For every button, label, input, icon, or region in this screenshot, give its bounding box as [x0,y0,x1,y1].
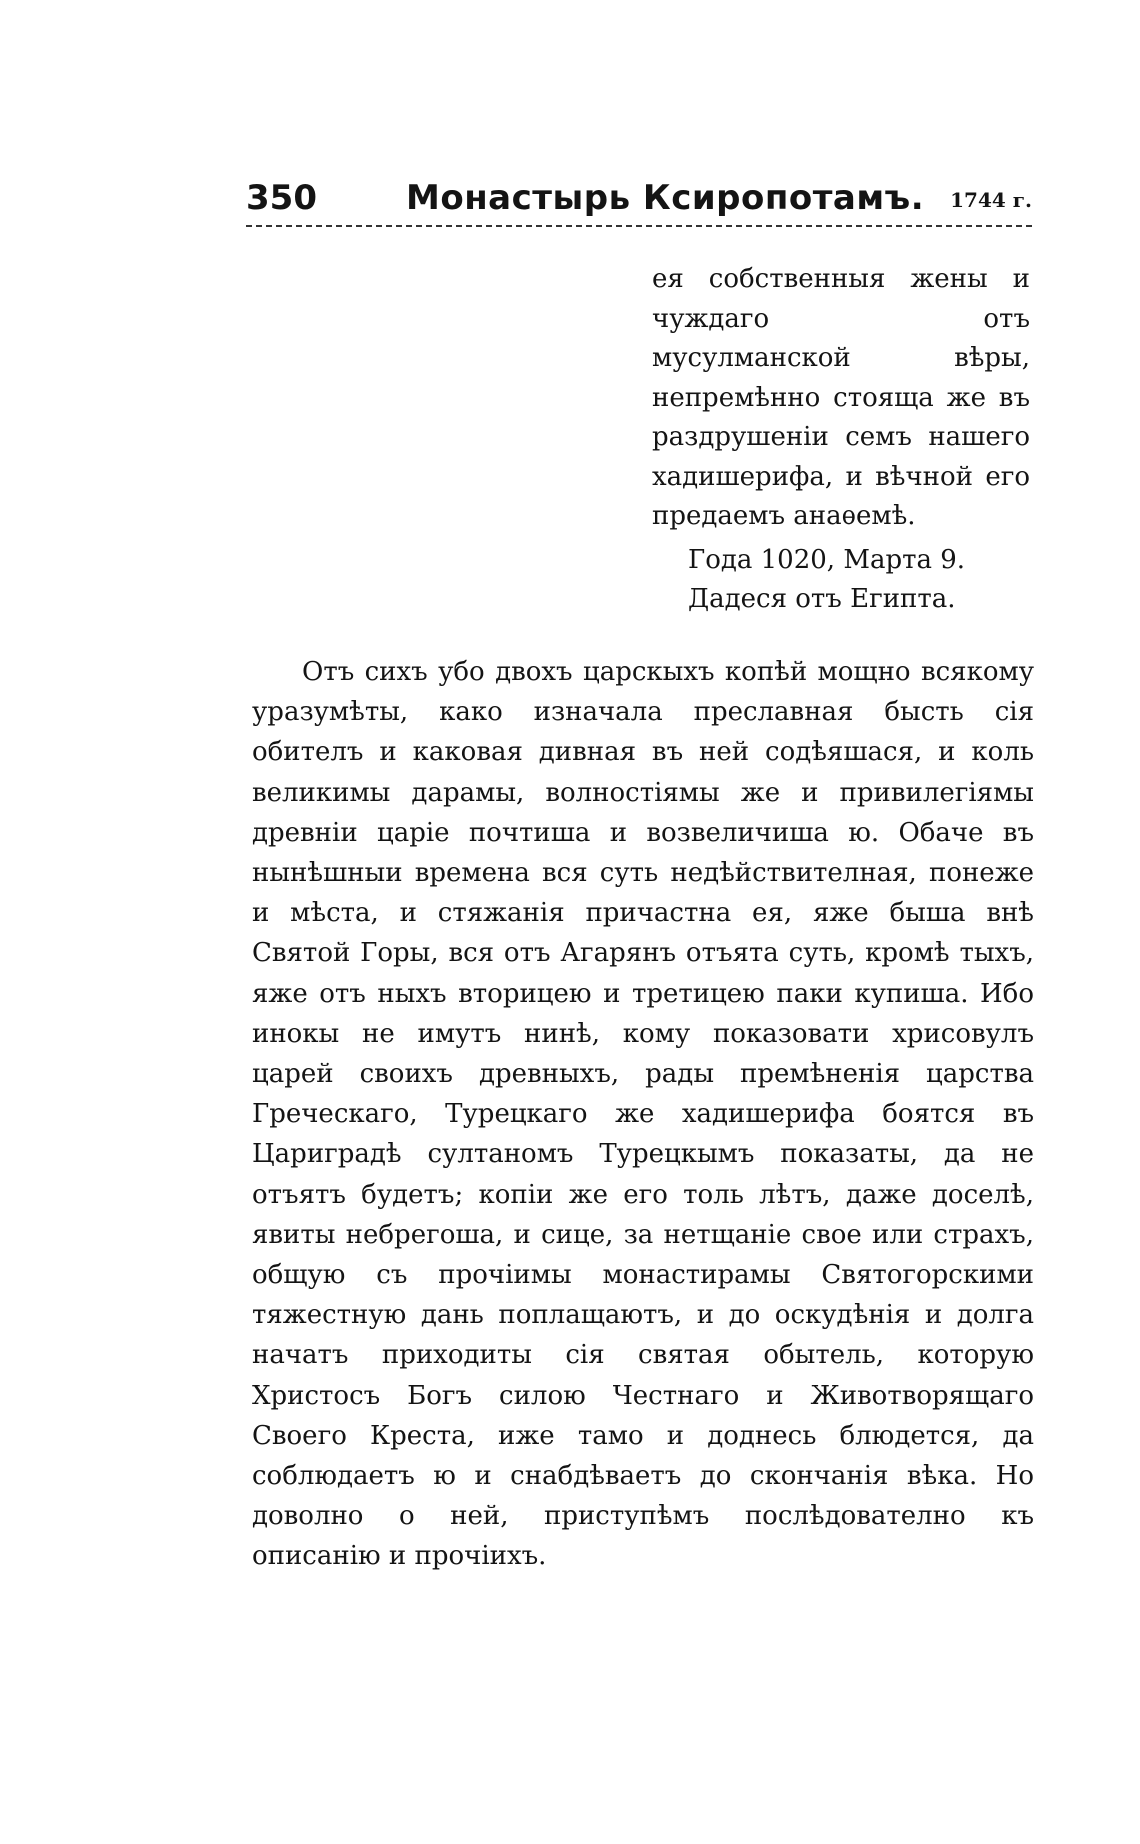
main-text-block [252,652,1034,1577]
header-year: 1744 г. [950,188,1032,212]
decree-given: Дадеся отъ Египта. [688,584,956,614]
decree-text: ея собственныя жены и чуждаго отъ мусулманской вѣры, непремѣнно стояща же въ раздрушеніи семъ нашего хадишерифа, и вѣчной его предаемъ анаѳемѣ. [652,264,1030,531]
page-number: 350 [246,178,317,218]
running-title: Монастырь Ксиропотамъ. [406,178,925,218]
main-paragraph: Отъ сихъ убо двохъ царскыхъ копѣй мощно всякому уразумѣты, како изначала преславная бысть сія обителъ и каковая дивная въ ней содѣяшася, и коль великимы дарамы, волностіямы же и привилегіямы древніи царіе почтиша и возвеличиша ю. Обаче въ нынѣшныи времена вся суть недѣйствителная, понеже и мѣста, и стяжанія причастна ея, яже быша внѣ Святой Горы, вся отъ Агарянъ отъята суть, кромѣ тыхъ, яже отъ ныхъ вторицею и третицею паки купиша. Ибо инокы не имутъ нинѣ, кому показовати хрисовулъ царей своихъ древныхъ, рады премѣненія царства Греческаго, Турецкаго же хадишерифа боятся въ Цариградѣ султаномъ Турецкымъ показаты, да не отъятъ будетъ; копіи же его толь лѣтъ, даже доселѣ, явиты небрегоша, и сице, за нетщаніе свое или страхъ, общую съ прочіимы монастирамы Святогорскими тяжестную дань поплащаютъ, и до оскудѣнія и долга начатъ приходиты сія святая обытель, которую Христосъ Богъ силою Честнаго и Животворящаго Своего Креста, иже тамо и доднесь блюдется, да соблюдаетъ ю и снабдѣваетъ до скончанія вѣка. Но доволно о ней, приступѣмъ послѣдователно къ описанію и прочіихъ. [252,657,1034,1572]
running-header [246,178,1032,226]
header-rule [246,225,1032,227]
decree-date: Года 1020, Марта 9. [688,544,966,575]
decree-continuation [652,260,1030,620]
